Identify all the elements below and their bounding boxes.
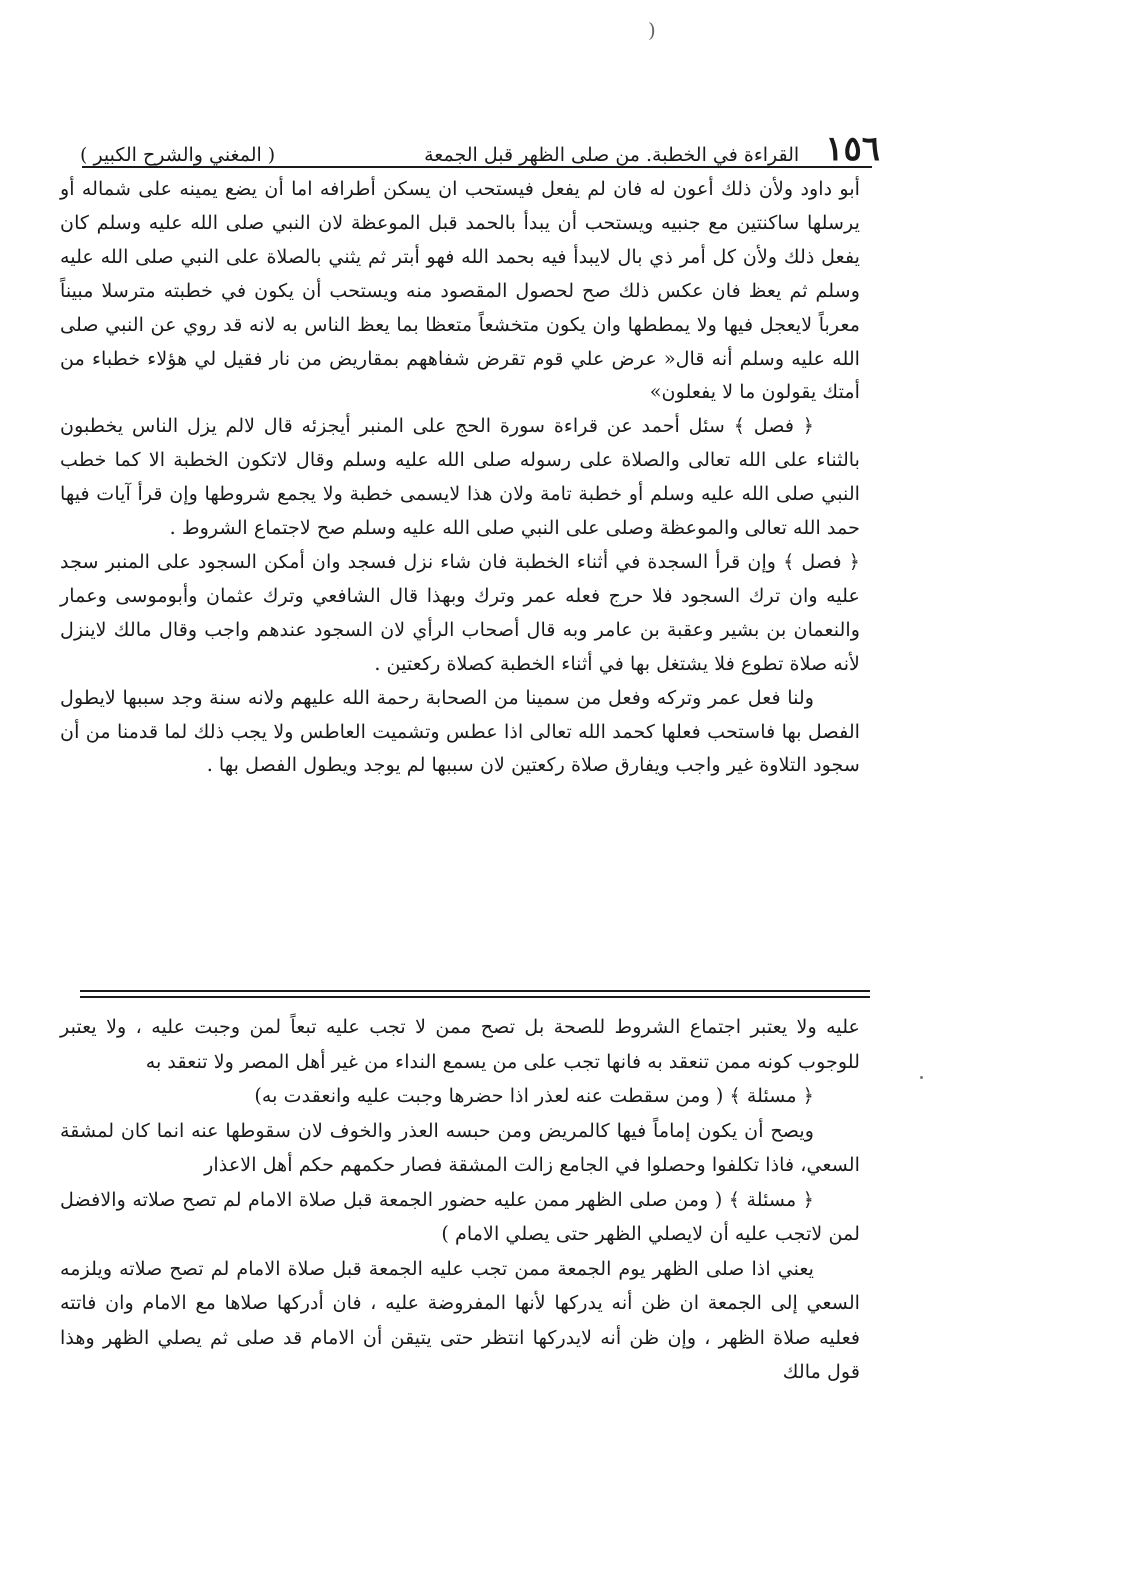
margin-speck (920, 1076, 923, 1079)
top-margin-mark: ( (648, 18, 656, 42)
paragraph: ولنا فعل عمر وتركه وفعل من سمينا من الصحابة رحمة الله عليهم ولانه سنة وجد سببها لايطول الفصل بها فاستحب فعلها كحمد الله تعالى اذا عطس وتشميت العاطس ولا يجب ذلك لما قدمنا من أن سجود التلاوة غير واجب ويفارق صلاة ركعتين لان سببها لم يوجد ويطول الفصل بها . (60, 685, 860, 777)
paragraph-fasl-quran: ﴿ فصل ﴾ سئل أحمد عن قراءة سورة الحج على المنبر أيجزئه قال لالم يزل الناس يخطبون بالثناء على الله تعالى والصلاة على رسوله صلى الله عليه وسلم وقال لاتكون الخطبة الا كما خطب النبي صلى الله عليه وسلم أو خطبة تامة ولان هذا لايسمى خطبة ولا يجمع شروطها وإن قرأ آيات فيها حمد الله تعالى والموعظة وصلى على النبي صلى الله عليه وسلم صح لاجتماع الشروط . (60, 414, 860, 540)
chapter-title: القراءة في الخطبة. من صلى الظهر قبل الجمعة (424, 144, 800, 166)
page-number: ١٥٦ (825, 129, 880, 169)
paragraph: يعني اذا صلى الظهر يوم الجمعة ممن تجب عليه الجمعة قبل صلاة الامام لم تصح صلاته ويلزمه السعي إلى الجمعة ان ظن أنه يدركها لأنها المفروضة عليه ، فان أدركها صلاها مع الامام وان فاتته فعليه صلاة الظهر ، وإن ظن أنه لايدركها انتظر حتى يتيقن أن الامام قد صلى ثم يصلي الظهر وهذا قول مالك (60, 1256, 860, 1383)
paragraph: ويصح أن يكون إماماً فيها كالمريض ومن حبسه العذر والخوف لان سقوطها عنه انما كان لمشقة السعي، فاذا تكلفوا وحصلوا في الجامع زالت المشقة فصار حكمهم حكم أهل الاعذار (60, 1118, 860, 1176)
paragraph-fasl-sajda: ﴿ فصل ﴾ وإن قرأ السجدة في أثناء الخطبة فان شاء نزل فسجد وان أمكن السجود على المنبر سجد عليه وان ترك السجود فلا حرج فعله عمر وترك وبهذا قال الشافعي وترك عثمان وأبوموسى وعمار والنعمان بن بشير وعقبة بن عامر وبه قال أصحاب الرأي لان السجود عندهم واجب وقال مالك لاينزل لأنه صلاة تطوع فلا يشتغل بها في أثناء الخطبة كصلاة ركعتين . (60, 549, 860, 675)
sharh-text (60, 1010, 860, 1390)
running-header (80, 126, 880, 169)
section-divider-top (80, 990, 870, 992)
section-divider-bottom (80, 996, 870, 998)
masala-heading: ﴿ مسئلة ﴾ ( ومن سقطت عنه لعذر اذا حضرها وجبت عليه وانعقدت به) (254, 1084, 814, 1107)
book-page (60, 0, 1070, 1576)
main-text (60, 172, 860, 782)
paragraph: أبو داود ولأن ذلك أعون له فان لم يفعل فيستحب ان يسكن أطرافه اما أن يضع يمينه على شماله أو يرسلها ساكنتين مع جنبيه ويستحب أن يبدأ بالحمد قبل الموعظة لان النبي صلى الله عليه وسلم كان يفعل ذلك ولأن كل أمر ذي بال لايبدأ فيه بحمد الله فهو أبتر ثم يثني بالصلاة على النبي صلى الله عليه وسلم ثم يعظ فان عكس ذلك صح لحصول المقصود منه ويستحب أن يكون في خطبته مترسلا مبيناً معرباً لايعجل فيها ولا يمططها وان يكون متخشعاً متعظا بما يعظ الناس به لانه قد روي عن النبي صلى الله عليه وسلم أنه قال« عرض علي قوم تقرض شفاههم بمقاريض من نار فقيل لي هؤلاء خطباء من أمتك يقولون ما لا يفعلون» (60, 177, 860, 404)
book-title: ( المغني والشرح الكبير ) (80, 144, 276, 166)
paragraph: عليه ولا يعتبر اجتماع الشروط للصحة بل تصح ممن لا تجب عليه تبعاً لمن وجبت عليه ، ولا يعتبر للوجوب كونه ممن تنعقد به فانها تجب على من يسمع النداء من غير أهل المصر ولا تنعقد به (60, 1015, 860, 1073)
masala-heading: ﴿ مسئلة ﴾ ( ومن صلى الظهر ممن عليه حضور الجمعة قبل صلاة الامام لم تصح صلاته والافضل لمن لاتجب عليه أن لايصلي الظهر حتى يصلي الامام ) (60, 1187, 860, 1245)
header-rule (82, 166, 872, 168)
